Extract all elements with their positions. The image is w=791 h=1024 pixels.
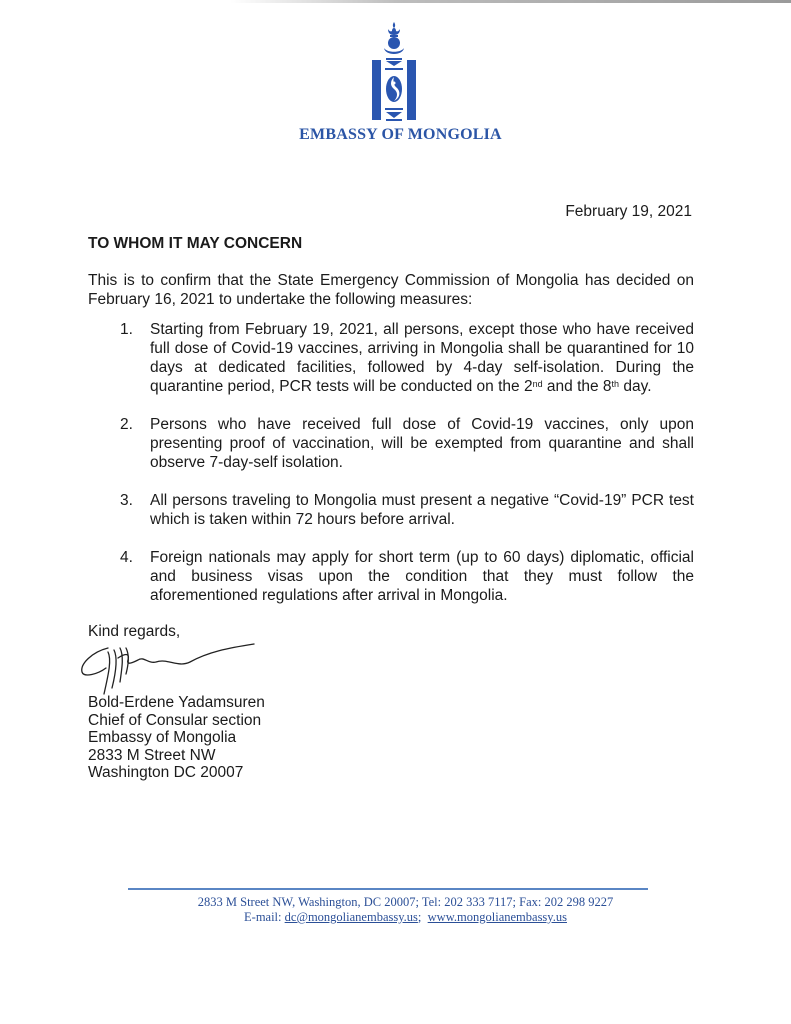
letter-date: February 19, 2021 [565, 203, 692, 220]
measure-text: Starting from February 19, 2021, all persons, except those who have received full dose of Covid-19 vaccines, arriving in Mongolia shall be quarantined for 10 days at dedicated facilities, followed by 4-day self-isolation. During the quarantine period, PCR tests will be conducted on the 2nd and the 8th day. [150, 321, 694, 395]
measure-number: 3. [120, 492, 133, 509]
salutation: TO WHOM IT MAY CONCERN [88, 235, 303, 252]
signatory-organization: Embassy of Mongolia [88, 729, 237, 746]
measure-number: 2. [120, 416, 133, 433]
signatory-city: Washington DC 20007 [88, 764, 244, 781]
measure-item-3 [120, 491, 694, 529]
closing: Kind regards, [88, 623, 181, 640]
footer-address: 2833 M Street NW, Washington, DC 20007; Tel: 202 333 7117; Fax: 202 298 9227 [197, 895, 614, 909]
footer-contact [20, 910, 791, 925]
measure-text: Persons who have received full dose of Covid-19 vaccines, only upon presenting proof of vaccination, will be exempted from quarantine and shall observe 7-day-self isolation. [150, 416, 694, 471]
website-link[interactable]: www.mongolianembassy.us [427, 910, 567, 924]
measure-number: 1. [120, 321, 133, 338]
handwritten-signature [78, 638, 278, 702]
email-label: E-mail: [244, 910, 285, 924]
signatory-block [88, 694, 265, 782]
signatory-street: 2833 M Street NW [88, 746, 216, 764]
signatory-name: Bold-Erdene Yadamsuren [88, 694, 265, 711]
measure-text: All persons traveling to Mongolia must present a negative “Covid-19” PCR test which is taken within 72 hours before arrival. [150, 492, 694, 528]
footer-divider [128, 888, 648, 890]
measure-number: 4. [120, 549, 133, 566]
measure-text: Foreign nationals may apply for short term (up to 60 days) diplomatic, official and business visas upon the condition that they must follow the aforementioned regulations after arrival in Mongolia. [150, 549, 694, 604]
soyombo-emblem-icon [370, 20, 418, 122]
email-link[interactable]: dc@mongolianembassy.us [284, 910, 418, 924]
measure-item-2 [120, 415, 694, 472]
measures-list [120, 320, 694, 624]
scan-edge-shadow [230, 0, 791, 3]
intro-paragraph: This is to confirm that the State Emergency Commission of Mongolia has decided on February 16, 2021 to undertake the following measures: [88, 272, 694, 308]
measure-item-4 [120, 548, 694, 605]
embassy-title: EMBASSY OF MONGOLIA [299, 126, 502, 143]
footer-separator: ; [417, 910, 428, 924]
footer [0, 895, 791, 925]
measure-item-1 [120, 320, 694, 396]
signatory-title: Chief of Consular section [88, 711, 262, 729]
